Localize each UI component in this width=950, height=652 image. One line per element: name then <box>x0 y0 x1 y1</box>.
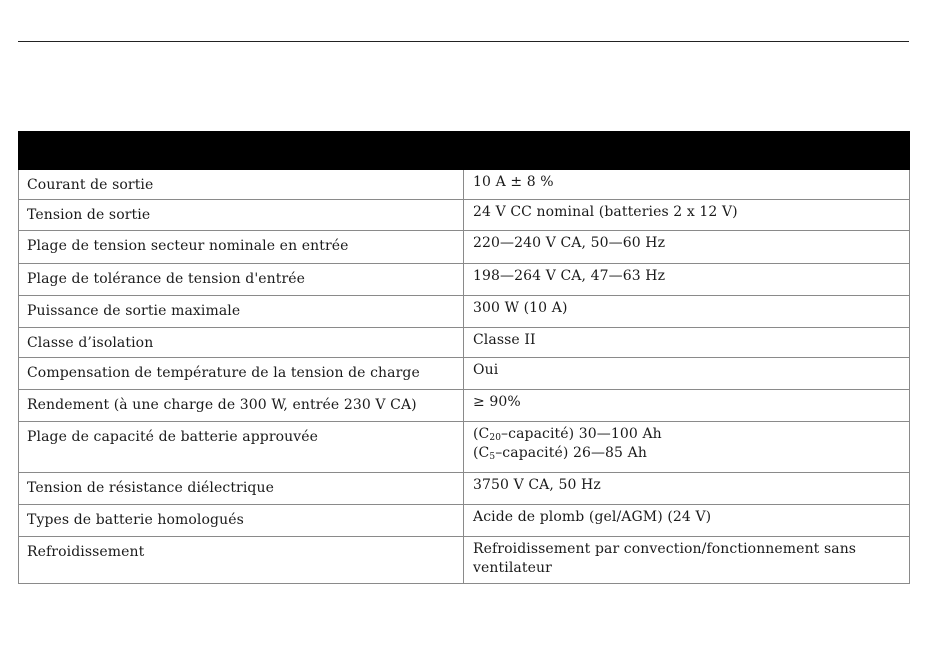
table-row <box>19 328 910 358</box>
spec-label: Courant de sortie <box>19 170 464 200</box>
table-row <box>19 264 910 296</box>
spec-value-line: 10 A ± 8 % <box>473 174 554 190</box>
spec-value <box>464 422 910 473</box>
spec-label: Puissance de sortie maximale <box>19 296 464 328</box>
spec-value-line: Classe II <box>473 332 536 348</box>
spec-label: Refroidissement <box>19 537 464 584</box>
spec-value <box>464 537 910 584</box>
spec-label: Rendement (à une charge de 300 W, entrée 230 V CA) <box>19 390 464 422</box>
top-rule <box>18 41 909 42</box>
spec-value <box>464 505 910 537</box>
spec-label: Classe d’isolation <box>19 328 464 358</box>
spec-value-line: $(C_{20}-capacité)$ 30—100 Ah <box>473 426 662 443</box>
spec-value <box>464 200 910 231</box>
spec-value <box>464 328 910 358</box>
table-row <box>19 390 910 422</box>
table-row <box>19 200 910 231</box>
spec-value-line: 3750 V CA, 50 Hz <box>473 477 601 493</box>
spec-value <box>464 296 910 328</box>
table-row <box>19 505 910 537</box>
spec-label: Tension de résistance diélectrique <box>19 473 464 505</box>
spec-value <box>464 231 910 264</box>
spec-label: Compensation de température de la tension de charge <box>19 358 464 390</box>
spec-label: Plage de capacité de batterie approuvée <box>19 422 464 473</box>
spec-value <box>464 473 910 505</box>
spec-value <box>464 358 910 390</box>
spec-value-line: 220—240 V CA, 50—60 Hz <box>473 235 666 251</box>
spec-label: Tension de sortie <box>19 200 464 231</box>
spec-value <box>464 390 910 422</box>
spec-value-line: $(C_5-capacité)$ 26—85 Ah <box>473 445 647 462</box>
table-row <box>19 170 910 200</box>
spec-value-line: Refroidissement par convection/fonctionnement sans ventilateur <box>473 541 857 576</box>
table-row <box>19 473 910 505</box>
table-header <box>19 132 910 170</box>
spec-value <box>464 170 910 200</box>
spec-value-line: 24 V CC nominal (batteries 2 x 12 V) <box>473 204 738 220</box>
spec-value-line: Oui <box>473 362 499 378</box>
spec-value-line: ≥ 90% <box>473 394 521 410</box>
spec-value-line: 198—264 V CA, 47—63 Hz <box>473 268 666 284</box>
spec-value-line: 300 W (10 A) <box>473 300 568 316</box>
table-row <box>19 231 910 264</box>
spec-label: Types de batterie homologués <box>19 505 464 537</box>
table-row <box>19 358 910 390</box>
table-row <box>19 296 910 328</box>
spec-label: Plage de tolérance de tension d'entrée <box>19 264 464 296</box>
specifications-table <box>18 131 910 584</box>
spec-value-line: Acide de plomb (gel/AGM) (24 V) <box>473 509 712 525</box>
spec-value <box>464 264 910 296</box>
table-row <box>19 422 910 473</box>
spec-label: Plage de tension secteur nominale en entrée <box>19 231 464 264</box>
table-row <box>19 537 910 584</box>
table-header-row <box>19 132 910 170</box>
